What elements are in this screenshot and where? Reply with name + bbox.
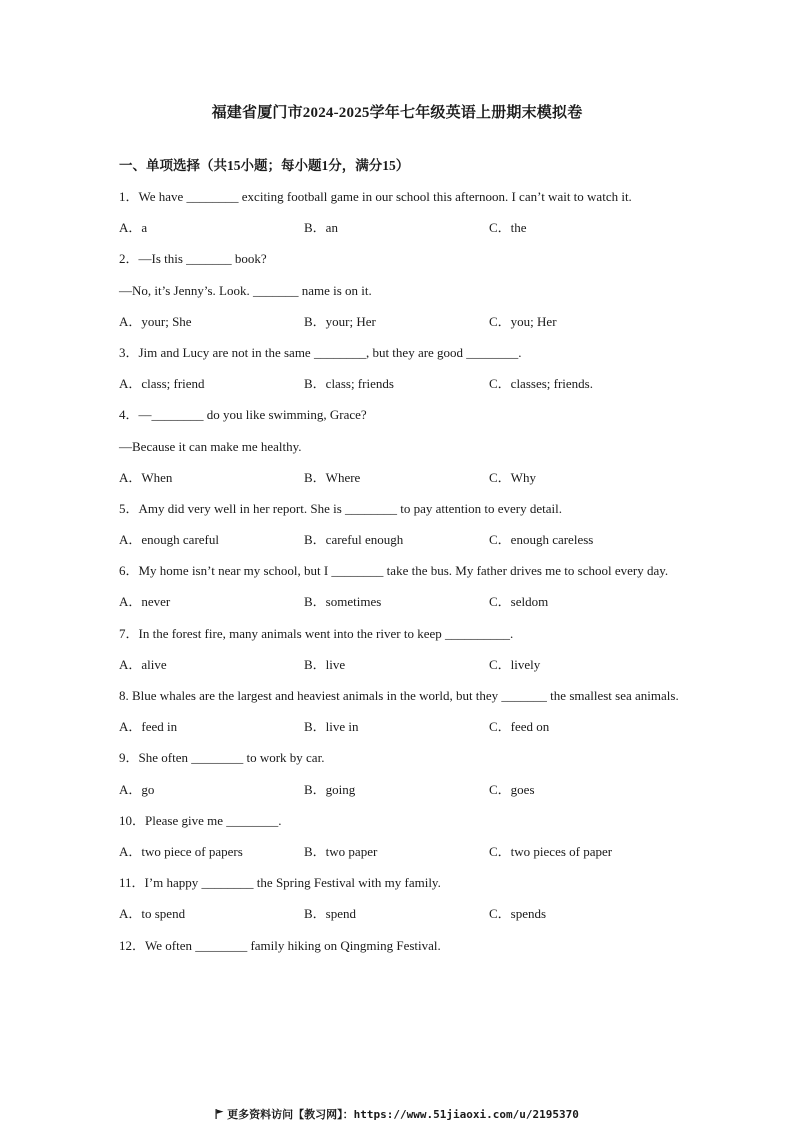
option-a: A．feed in (119, 719, 178, 735)
option-row (119, 649, 679, 680)
question-stem: 9．She often ________ to work by car. (119, 750, 325, 766)
flag-icon (215, 1109, 224, 1119)
option-a: A．go (119, 781, 155, 797)
option-a: A．your; She (119, 313, 192, 329)
option-b: B．careful enough (304, 532, 404, 548)
question-stem-continued: —No, it’s Jenny’s. Look. _______ name is on it. (119, 282, 372, 298)
option-c: C．Why (489, 469, 536, 485)
footer-link[interactable] (0, 1106, 794, 1122)
option-row (119, 306, 679, 337)
footer-text: 更多资料访问【教习网】：https://www.51jiaoxi.com/u/2195370 (227, 1108, 579, 1121)
page-title: 福建省厦门市2024-2025学年七年级英语上册期末模拟卷 (211, 105, 583, 121)
option-row (119, 462, 679, 493)
option-c: C．lively (489, 656, 541, 672)
option-row (119, 524, 679, 555)
question-stem: 3．Jim and Lucy are not in the same ________, but they are good ________. (119, 344, 522, 360)
option-b: B．Where (304, 469, 361, 485)
option-c: C．feed on (489, 719, 550, 735)
question-stem: 1．We have ________ exciting football game in our school this afternoon. I can’t wait to watch it. (119, 189, 632, 204)
option-b: B．an (304, 220, 338, 236)
option-row (119, 774, 679, 805)
option-c: C．seldom (489, 594, 549, 610)
option-a: A．to spend (119, 906, 186, 922)
section-heading: 一、单项选择（共15小题；每小题1分，满分15） (119, 158, 410, 173)
question-list (119, 150, 679, 961)
option-row (119, 836, 679, 867)
option-a: A．class; friend (119, 376, 205, 392)
option-row (119, 898, 679, 929)
option-b: B．sometimes (304, 594, 382, 610)
question-stem: 7．In the forest fire, many animals went into the river to keep __________. (119, 625, 514, 641)
option-c: C．the (489, 220, 527, 236)
question-stem: 10．Please give me ________. (119, 812, 282, 828)
question-stem: 11．I’m happy ________ the Spring Festival with my family. (119, 875, 441, 891)
option-c: C．you; Her (489, 313, 557, 329)
option-c: C．goes (489, 781, 535, 797)
question-stem: 6．My home isn’t near my school, but I ________ take the bus. My father drives me to school every day. (119, 563, 669, 579)
option-c: C．two pieces of paper (489, 843, 613, 859)
question-stem: 2．—Is this _______ book? (119, 251, 267, 267)
option-a: A．When (119, 469, 173, 485)
option-row (119, 586, 679, 617)
option-b: B．class; friends (304, 376, 394, 392)
option-b: B．spend (304, 906, 357, 922)
option-b: B．going (304, 781, 356, 797)
option-a: A．never (119, 594, 171, 610)
question-stem: 8. Blue whales are the largest and heaviest animals in the world, but they _______ the smallest sea animals. (119, 688, 679, 704)
option-b: B．two paper (304, 843, 378, 859)
option-c: C．classes; friends. (489, 376, 593, 392)
option-row (119, 368, 679, 399)
option-a: A．enough careful (119, 532, 219, 548)
option-b: B．your; Her (304, 313, 376, 329)
question-stem: 5．Amy did very well in her report. She is ________ to pay attention to every detail. (119, 500, 562, 516)
question-stem: 4．—________ do you like swimming, Grace? (119, 407, 367, 423)
option-row (119, 711, 679, 742)
option-row (119, 212, 679, 243)
option-a: A．two piece of papers (119, 843, 243, 859)
question-stem: 12．We often ________ family hiking on Qingming Festival. (119, 937, 441, 953)
question-stem-continued: —Because it can make me healthy. (119, 438, 302, 454)
option-b: B．live in (304, 719, 359, 735)
option-c: C．enough careless (489, 532, 594, 548)
option-c: C．spends (489, 906, 547, 922)
option-a: A．a (119, 220, 148, 236)
option-b: B．live (304, 656, 346, 672)
option-a: A．alive (119, 656, 167, 672)
